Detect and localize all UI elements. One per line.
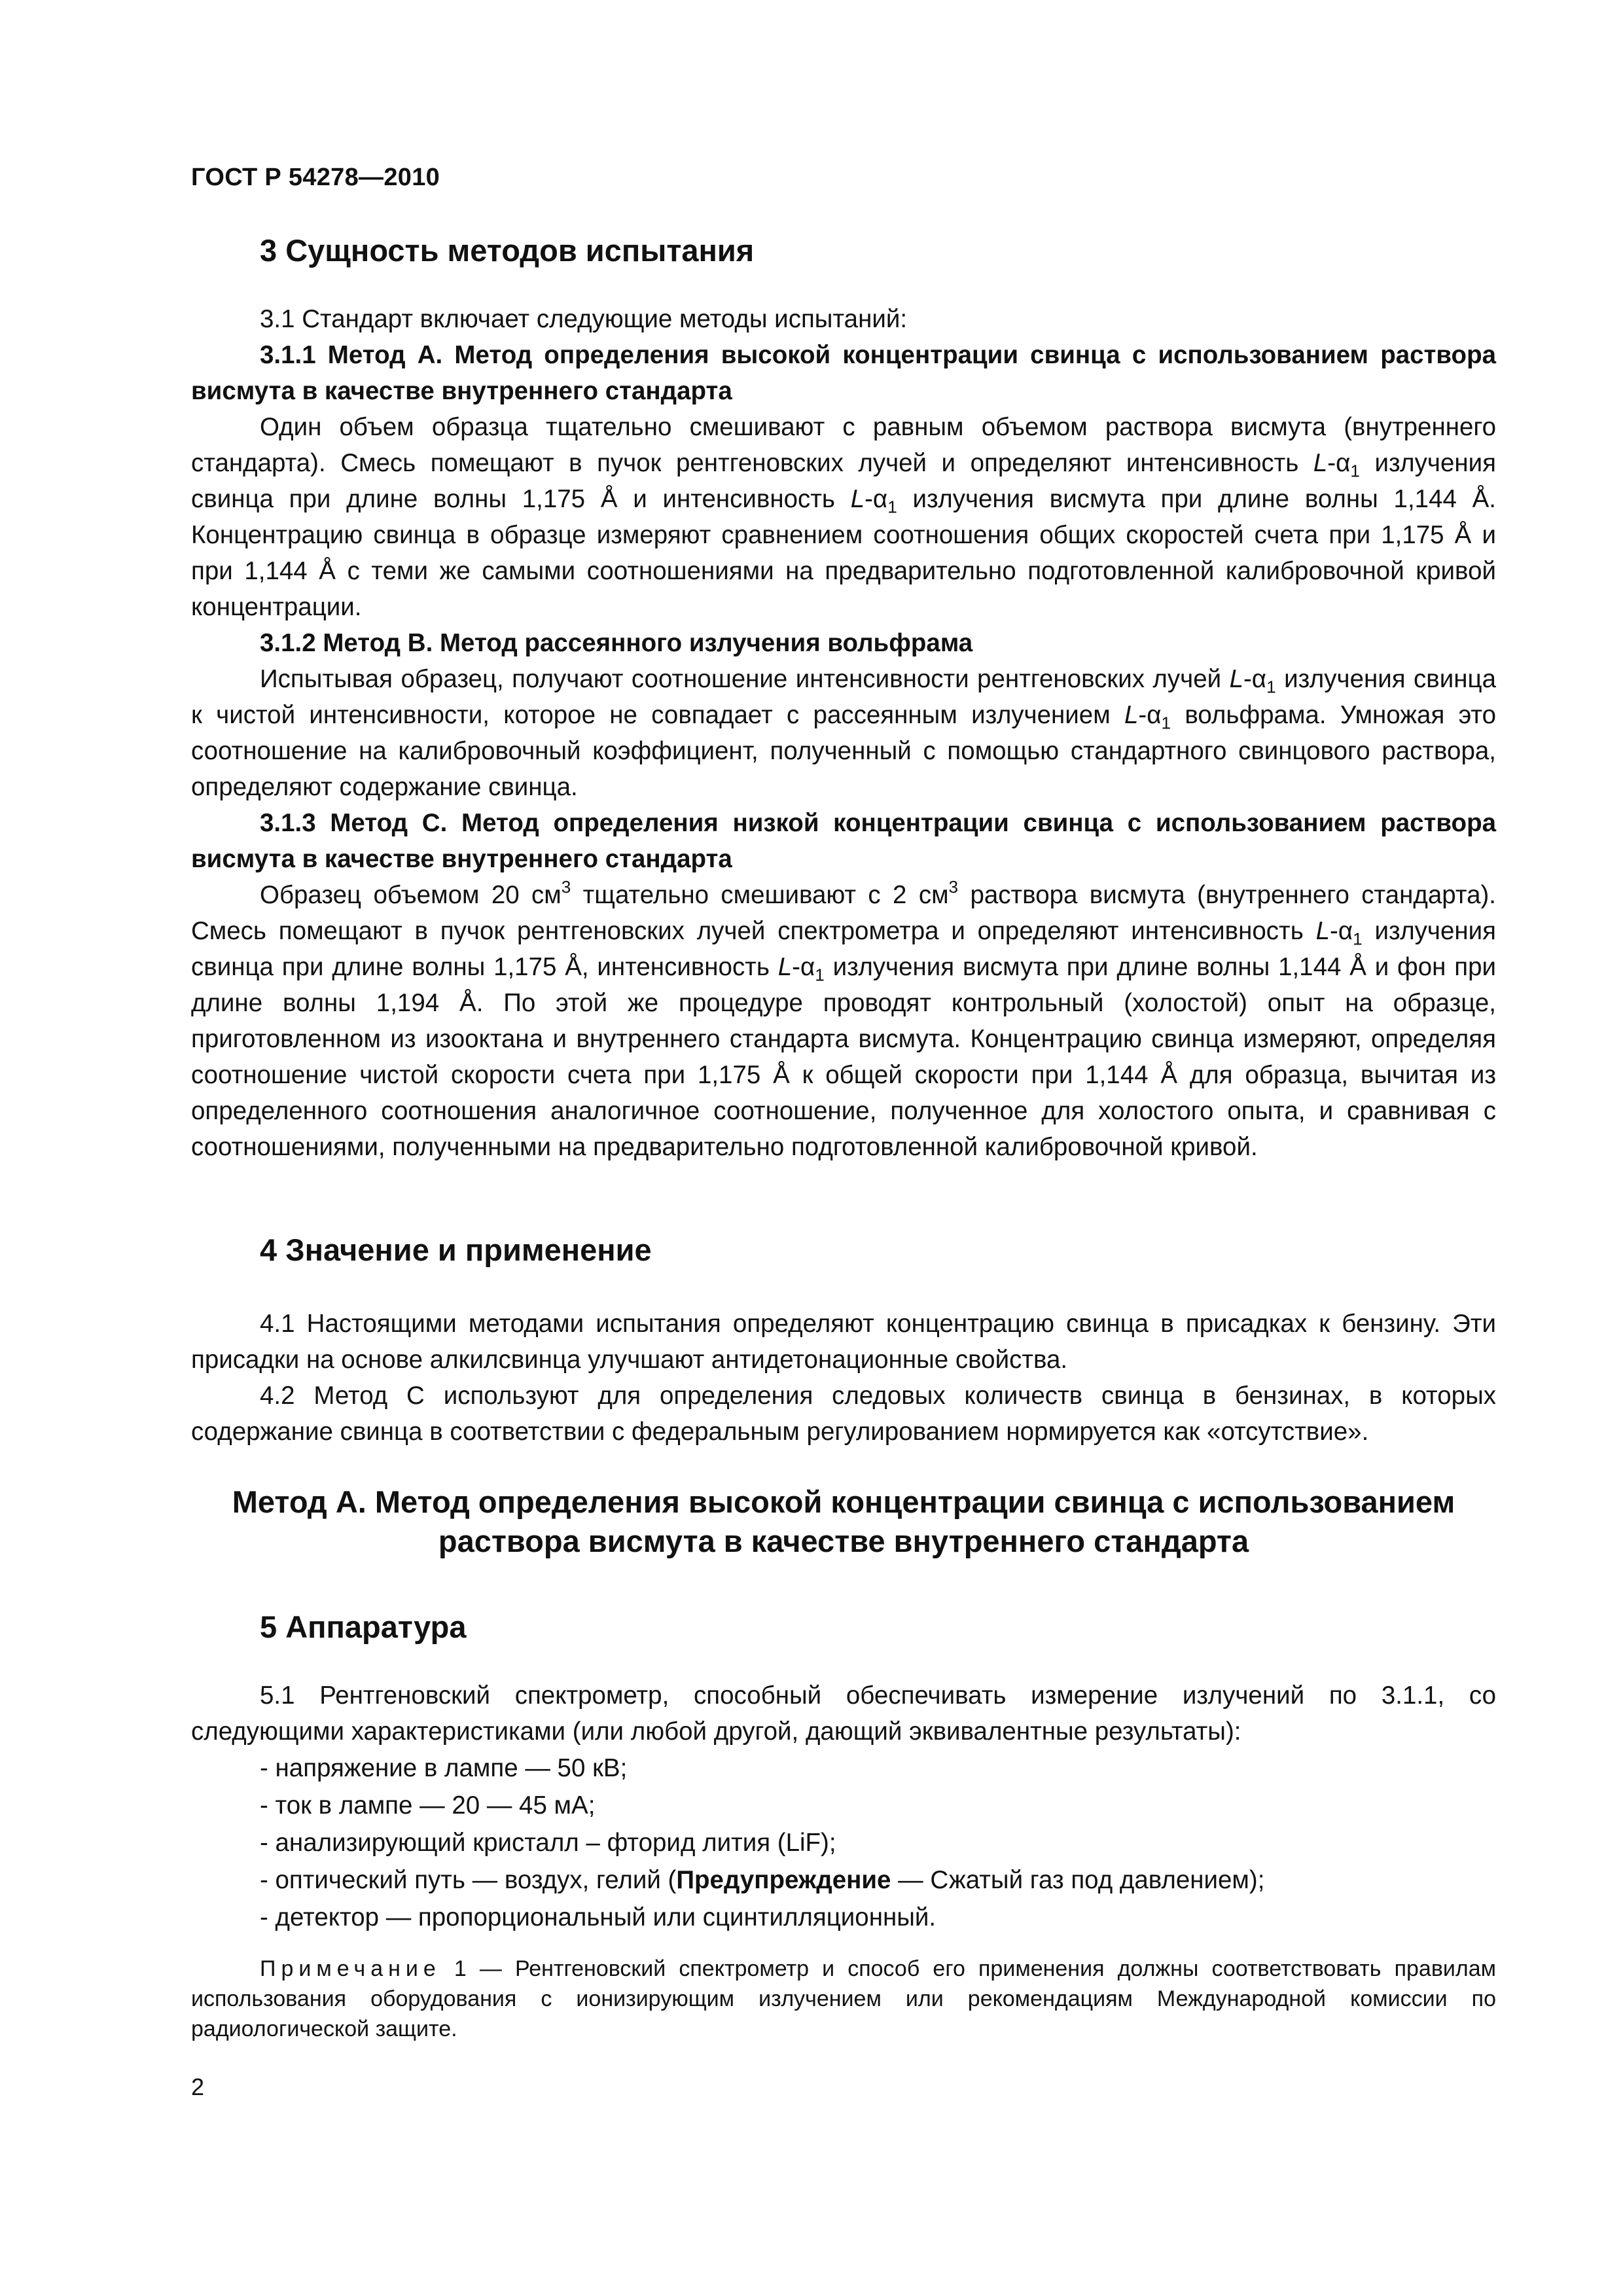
method-a-title: [191, 1482, 1496, 1561]
paragraph-4-1: 4.1 Настоящими методами испытания определяют концентрацию свинца в присадках к бензину. Эти присадки на основе алкилсвинца улучшают антидетонационные свойства.: [191, 1310, 1496, 1374]
list-item: - напряжение в лампе — 50 кВ;: [260, 1754, 628, 1782]
section-5: [191, 1609, 1496, 1645]
note-1: Примечание 1 — Рентгеновский спектрометр и способ его применения должны соответствовать правилам использования оборудования с ионизирующим излучением или рекомендациям Международной комиссии по радиологической защите.: [191, 1956, 1496, 2041]
method-a-title-line-2: раствора висмута в качестве внутреннего стандарта: [438, 1524, 1249, 1558]
paragraph-method-b: Испытывая образец, получают соотношение интенсивности рентгеновских лучей $L-\alpha_1$ излучения свинца к чистой интенсивности, которое не совпадает с рассеянным излучением $L-\alpha_1$ вольфрама. Умножая это соотношение на калибровочный коэффициент, полученный с помощью стандартного свинцового раствора, определяют содержание свинца.: [191, 665, 1496, 801]
list-item: - анализирующий кристалл – фторид лития (LiF);: [260, 1829, 836, 1857]
heading-3-1-2: 3.1.2 Метод В. Метод рассеянного излучения вольфрама: [260, 629, 973, 657]
section-4-title: 4 Значение и применение: [260, 1232, 652, 1267]
page-number: 2: [191, 2073, 205, 2100]
section-5-body: [191, 1677, 1496, 1936]
list-item: - детектор — пропорциональный или сцинтилляционный.: [260, 1903, 936, 1931]
paragraph-method-a: Один объем образца тщательно смешивают с равным объемом раствора висмута (внутреннего стандарта). Смесь помещают в пучок рентгеновских лучей и определяют интенсивность $L-\alpha_1$ излучения свинца при длине волны 1,175 Å и интенсивность $L-\alpha_1$ излучения висмута при длине волны 1,144 Å. Концентрацию свинца в образце измеряют сравнением соотношения общих скоростей счета при 1,175 Å и при 1,144 Å с теми же самыми соотношениями на предварительно подготовленной калибровочной кривой концентрации.: [191, 413, 1497, 621]
paragraph-3-1: 3.1 Стандарт включает следующие методы испытаний:: [260, 305, 908, 333]
document-id: ГОСТ Р 54278—2010: [191, 164, 440, 191]
section-3-body: [191, 301, 1496, 1165]
section-4-body: [191, 1306, 1496, 1450]
paragraph-method-c: Образец объемом 20 $см^3$ тщательно смешивают с 2 $см^3$ раствора висмута (внутреннего стандарта). Смесь помещают в пучок рентгеновских лучей спектрометра и определяют интенсивность $L-\alpha_1$ излучения свинца при длине волны 1,175 Å, интенсивность $L-\alpha_1$ излучения висмута при длине волны 1,144 Å и фон при длине волны 1,194 Å. По этой же процедуре проводят контрольный (холостой) опыт на образце, приготовленном из изооктана и внутреннего стандарта висмута. Концентрацию свинца измеряют, определяя соотношение чистой скорости счета при 1,175 Å к общей скорости при 1,144 Å для образца, вычитая из определенного соотношения аналогичное соотношение, полученное для холостого опыта, и сравнивая с соотношениями, полученными на предварительно подготовленной калибровочной кривой.: [191, 876, 1496, 1161]
method-a-title-line-1: Метод А. Метод определения высокой концентрации свинца с использованием: [232, 1484, 1455, 1519]
paragraph-5-1: 5.1 Рентгеновский спектрометр, способный обеспечивать измерение излучений по 3.1.1, со следующими характеристиками (или любой другой, дающий эквивалентные результаты):: [191, 1681, 1496, 1746]
paragraph-4-2: 4.2 Метод С используют для определения следовых количеств свинца в бензинах, в которых содержание свинца в соответствии с федеральным регулированием нормируется как «отсутствие».: [191, 1382, 1496, 1446]
heading-3-1-1: 3.1.1 Метод А. Метод определения высокой концентрации свинца с использованием раствора висмута в качестве внутреннего стандарта: [191, 341, 1496, 405]
section-5-title: 5 Аппаратура: [260, 1609, 467, 1644]
list-item: - оптический путь — воздух, гелий (Предупреждение — Сжатый газ под давлением);: [260, 1866, 1265, 1894]
section-3-title: 3 Сущность методов испытания: [260, 233, 755, 268]
list-item: - ток в лампе — 20 — 45 мА;: [260, 1791, 596, 1820]
heading-3-1-3: 3.1.3 Метод С. Метод определения низкой концентрации свинца с использованием раствора висмута в качестве внутреннего стандарта: [191, 809, 1496, 873]
section-4: [191, 1232, 1496, 1268]
section-3: [191, 232, 1496, 269]
note-block: [191, 1954, 1496, 2044]
note-label: Примечание: [260, 1956, 441, 1981]
